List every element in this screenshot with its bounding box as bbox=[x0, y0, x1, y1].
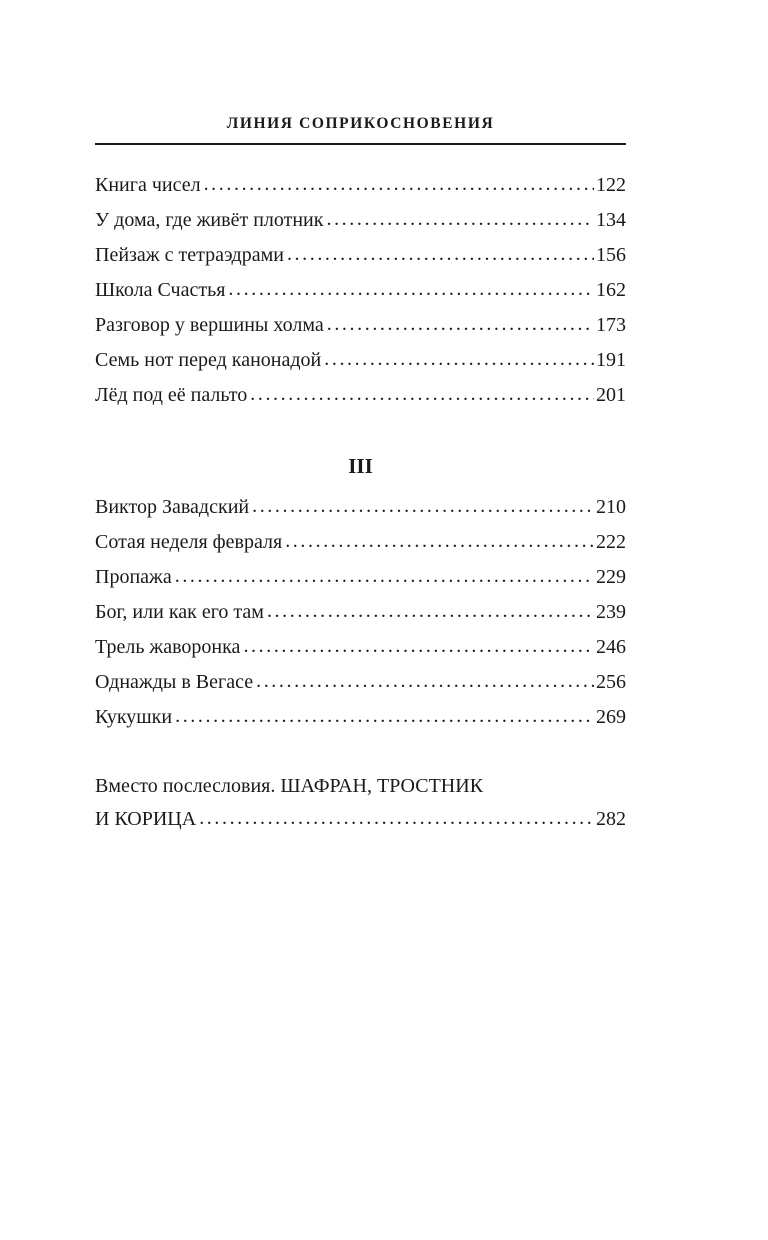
toc-entry-page: 173 bbox=[596, 314, 626, 336]
toc-entry[interactable] bbox=[95, 665, 626, 700]
toc-entry[interactable] bbox=[95, 238, 626, 273]
toc-entry-page: 246 bbox=[596, 636, 626, 658]
toc-entry-page: 229 bbox=[596, 566, 626, 588]
toc-entry-page: 134 bbox=[596, 209, 626, 231]
toc-entry[interactable] bbox=[95, 560, 626, 595]
toc-entry-page: 282 bbox=[596, 808, 626, 830]
dot-leader bbox=[267, 594, 594, 629]
toc-entry-title: Разговор у вершины холма bbox=[95, 314, 324, 336]
toc-entry-page: 239 bbox=[596, 601, 626, 623]
toc-entry-title: Лёд под её пальто bbox=[95, 384, 248, 406]
toc-entry-title: Школа Счастья bbox=[95, 279, 226, 301]
toc-entry[interactable] bbox=[95, 490, 626, 525]
dot-leader bbox=[250, 377, 594, 412]
toc-entry-title: Кукушки bbox=[95, 706, 173, 728]
afterword-title-line1: Вместо послесловия. ШАФРАН, ТРОСТНИК bbox=[95, 775, 484, 797]
part-heading: III bbox=[348, 454, 373, 478]
toc-entry-page: 156 bbox=[596, 244, 626, 266]
afterword-line2 bbox=[95, 803, 626, 836]
dot-leader bbox=[324, 342, 594, 377]
toc-entry-title: Книга чисел bbox=[95, 174, 201, 196]
toc-entry[interactable] bbox=[95, 700, 626, 735]
dot-leader bbox=[252, 489, 594, 524]
dot-leader bbox=[327, 307, 594, 342]
dot-leader bbox=[175, 559, 594, 594]
dot-leader bbox=[228, 272, 594, 307]
running-head: ЛИНИЯ СОПРИКОСНОВЕНИЯ bbox=[226, 115, 495, 132]
toc-entry[interactable] bbox=[95, 630, 626, 665]
header-rule bbox=[95, 143, 626, 145]
toc-entry[interactable] bbox=[95, 595, 626, 630]
toc-entry-title: Бог, или как его там bbox=[95, 601, 264, 623]
toc-section-continued bbox=[95, 168, 626, 413]
dot-leader bbox=[199, 802, 594, 835]
toc-entry-title: Виктор Завадский bbox=[95, 496, 250, 518]
toc-entry-page: 191 bbox=[596, 349, 626, 371]
toc-entry[interactable] bbox=[95, 308, 626, 343]
toc-entry[interactable] bbox=[95, 168, 626, 203]
toc-entry-title: У дома, где живёт плотник bbox=[95, 209, 324, 231]
toc-entry-page: 122 bbox=[596, 174, 626, 196]
dot-leader bbox=[287, 237, 594, 272]
toc-entry-page: 222 bbox=[596, 531, 626, 553]
toc-entry[interactable] bbox=[95, 203, 626, 238]
dot-leader bbox=[204, 167, 594, 202]
toc-entry-afterword[interactable] bbox=[95, 770, 626, 836]
dot-leader bbox=[326, 202, 594, 237]
dot-leader bbox=[175, 699, 594, 734]
dot-leader bbox=[256, 664, 594, 699]
toc-entry[interactable] bbox=[95, 343, 626, 378]
toc-entry-page: 269 bbox=[596, 706, 626, 728]
toc-entry-title: Сотая неделя февраля bbox=[95, 531, 283, 553]
toc-entry-title: Семь нот перед канонадой bbox=[95, 349, 322, 371]
toc-entry-page: 210 bbox=[596, 496, 626, 518]
afterword-title-line2: И КОРИЦА bbox=[95, 808, 197, 830]
toc-entry-page: 162 bbox=[596, 279, 626, 301]
toc-entry-title: Трель жаворонка bbox=[95, 636, 241, 658]
toc-entry[interactable] bbox=[95, 273, 626, 308]
toc-entry-title: Однажды в Вегасе bbox=[95, 671, 254, 693]
toc-entry[interactable] bbox=[95, 525, 626, 560]
toc-entry-title: Пропажа bbox=[95, 566, 172, 588]
dot-leader bbox=[243, 629, 594, 664]
toc-entry-title: Пейзаж с тетраэдрами bbox=[95, 244, 284, 266]
toc-section-3 bbox=[95, 490, 626, 735]
dot-leader bbox=[285, 524, 594, 559]
toc-entry-page: 201 bbox=[596, 384, 626, 406]
toc-entry-page: 256 bbox=[596, 671, 626, 693]
toc-entry[interactable] bbox=[95, 378, 626, 413]
